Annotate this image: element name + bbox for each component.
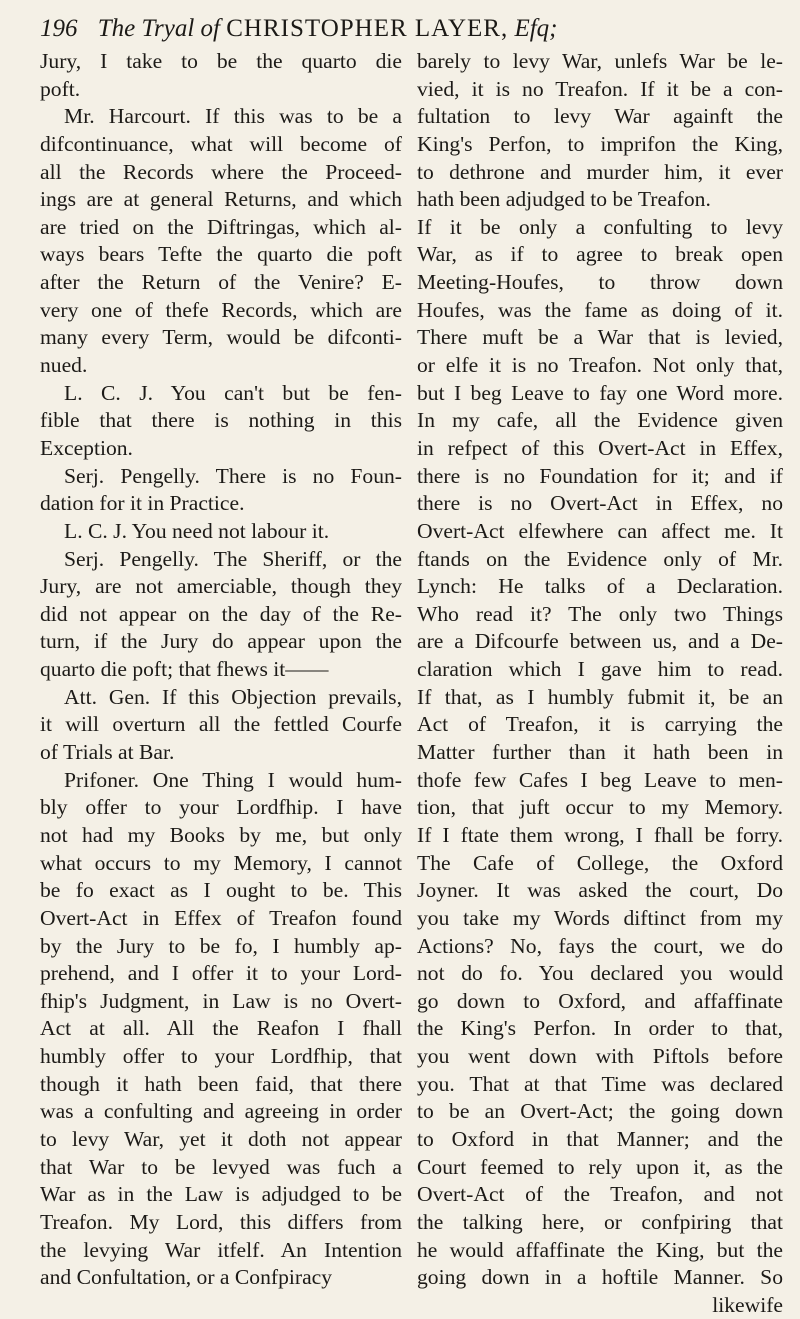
left-text-column [40,48,402,1290]
running-title-italic: The Tryal of [97,15,220,42]
text-line: to levy War, yet it doth not appear [40,1126,402,1151]
text-line: tion, that juft occur to my Memory. [417,795,783,820]
text-line: vied, it is no Treafon. If it be a con- [417,76,783,101]
text-line: what occurs to my Memory, I cannot [40,850,402,875]
text-line: he would affaffinate the King, but the [417,1237,783,1262]
text-line: to be an Overt-Act; the going down [417,1099,783,1124]
text-line: Exception. [40,435,133,460]
text-line: not had my Books by me, but only [40,822,402,847]
text-line: Jury, I take to be the quarto die [40,49,402,73]
running-header [40,12,780,46]
text-line: ings are at general Returns, and which [40,187,402,212]
text-line: Overt-Act of the Treafon, and not [417,1182,783,1207]
text-line: Joyner. It was asked the court, Do [417,878,783,903]
text-line: Jury, are not amerciable, though they [40,574,402,599]
text-line: of Trials at Bar. [40,740,175,765]
text-line: was a confulting and agreeing in order [40,1099,402,1124]
text-line: barely to levy War, unlefs War be le- [417,49,783,73]
text-line: claration which I gave him to read. [417,657,783,682]
text-line: not do fo. You declared you would [417,961,783,986]
text-line: to dethrone and murder him, it ever [417,159,783,184]
text-line: thofe few Cafes I beg Leave to men- [417,767,783,792]
text-line: Act at all. All the Reafon I fhall [40,1016,402,1041]
text-line: If it be only a confulting to levy [417,214,783,239]
text-line: fible that there is nothing in this [40,408,402,433]
text-line: ways bears Tefte the quarto die poft [40,242,402,267]
text-line: fhip's Judgment, in Law is no Overt- [40,988,402,1013]
text-line: War, as if to agree to break open [417,242,783,267]
text-line: go down to Oxford, and affaffinate [417,988,783,1013]
text-line: that War to be levyed was fuch a [40,1154,402,1179]
text-line: there is no Overt-Act in Effex, no [417,491,783,516]
text-line: the King's Perfon. In order to that, [417,1016,783,1041]
text-line: Actions? No, fays the court, we do [417,933,783,958]
text-line: bly offer to your Lordfhip. I have [40,795,402,820]
text-line: Act of Treafon, it is carrying the [417,712,783,737]
text-line: or elfe it is no Treafon. Not only that, [417,353,783,378]
text-line: the talking here, or confpiring that [417,1209,783,1234]
text-line: it will overturn all the fettled Courfe [40,712,402,737]
text-line: quarto die poft; that fhews it—— [40,657,329,682]
text-line: There muft be a War that is levied, [417,325,783,350]
text-line: Court feemed to rely upon it, as the [417,1154,783,1179]
text-line: Serj. Pengelly. There is no Foun- [64,463,402,488]
text-line: hath been adjudged to be Treafon. [417,187,711,212]
text-line: the levying War itfelf. An Intention [40,1237,402,1262]
text-line: Overt-Act in Effex of Treafon found [40,905,402,930]
text-line: Matter further than it hath been in [417,740,783,765]
text-line: ftands on the Evidence only of Mr. [417,546,783,571]
text-line: L. C. J. You can't but be fen- [64,380,402,405]
text-line: Att. Gen. If this Objection prevails, [64,684,402,709]
text-line: after the Return of the Venire? E- [40,270,402,295]
text-line: going down in a hoftile Manner. So [417,1265,783,1290]
text-line: Lynch: He talks of a Declaration. [417,574,783,599]
text-line: but I beg Leave to fay one Word more. [417,380,783,405]
text-line: and Confultation, or a Confpiracy [40,1265,333,1290]
text-line: prehend, and I offer it to your Lord- [40,961,402,986]
text-line: If I ftate them wrong, I fhall be forry. [417,822,783,847]
text-line: Who read it? The only two Things [417,601,783,626]
text-line: fultation to levy War againft the [417,104,783,129]
text-line: to Oxford in that Manner; and the [417,1126,783,1151]
text-line: humbly offer to your Lordfhip, that [40,1044,402,1069]
text-line: Overt-Act elfewhere can affect me. It [417,518,783,543]
text-line: many every Term, would be difconti- [40,325,402,350]
text-line: there is no Foundation for it; and if [417,463,783,488]
text-line: you take my Words diftinct from my [417,905,783,930]
text-line: nued. [40,353,88,378]
running-title-caps: CHRISTOPHER LAYER, [226,15,509,42]
text-line: did not appear on the day of the Re- [40,601,402,626]
text-line: turn, if the Jury do appear upon the [40,629,402,654]
text-line: Meeting-Houfes, to throw down [417,270,783,295]
text-line: The Cafe of College, the Oxford [417,850,783,875]
text-line: by the Jury to be fo, I humbly ap- [40,933,402,958]
text-line: dation for it in Practice. [40,491,245,516]
right-text-column [417,48,783,1317]
text-line: Treafon. My Lord, this differs from [40,1209,402,1234]
text-line: you. That at that Time was declared [417,1071,783,1096]
text-line: If that, as I humbly fubmit it, be an [417,684,783,709]
text-line: very one of thefe Records, which are [40,297,402,322]
text-line: In my cafe, all the Evidence given [417,408,783,433]
page-number: 196 [40,15,78,42]
text-line: in refpect of this Overt-Act in Effex, [417,435,783,460]
text-line: are tried on the Diftringas, which al- [40,214,402,239]
text-line: likewife [712,1292,783,1317]
text-line: though it hath been faid, that there [40,1071,402,1096]
text-line: poft. [40,76,81,101]
text-line: War as in the Law is adjudged to be [40,1182,402,1207]
text-line: are a Difcourfe between us, and a De- [417,629,783,654]
text-line: Houfes, was the fame as doing of it. [417,297,783,322]
running-title-suffix: Efq; [514,15,558,42]
text-line: be fo exact as I ought to be. This [40,878,402,903]
text-line: King's Perfon, to imprifon the King, [417,131,783,156]
text-line: L. C. J. You need not labour it. [64,518,330,543]
text-line: Serj. Pengelly. The Sheriff, or the [64,546,402,571]
text-line: Mr. Harcourt. If this was to be a [64,104,402,129]
text-line: all the Records where the Proceed- [40,159,402,184]
text-line: you went down with Piftols before [417,1044,783,1069]
text-line: difcontinuance, what will become of [40,131,402,156]
text-line: Prifoner. One Thing I would hum- [64,767,402,792]
